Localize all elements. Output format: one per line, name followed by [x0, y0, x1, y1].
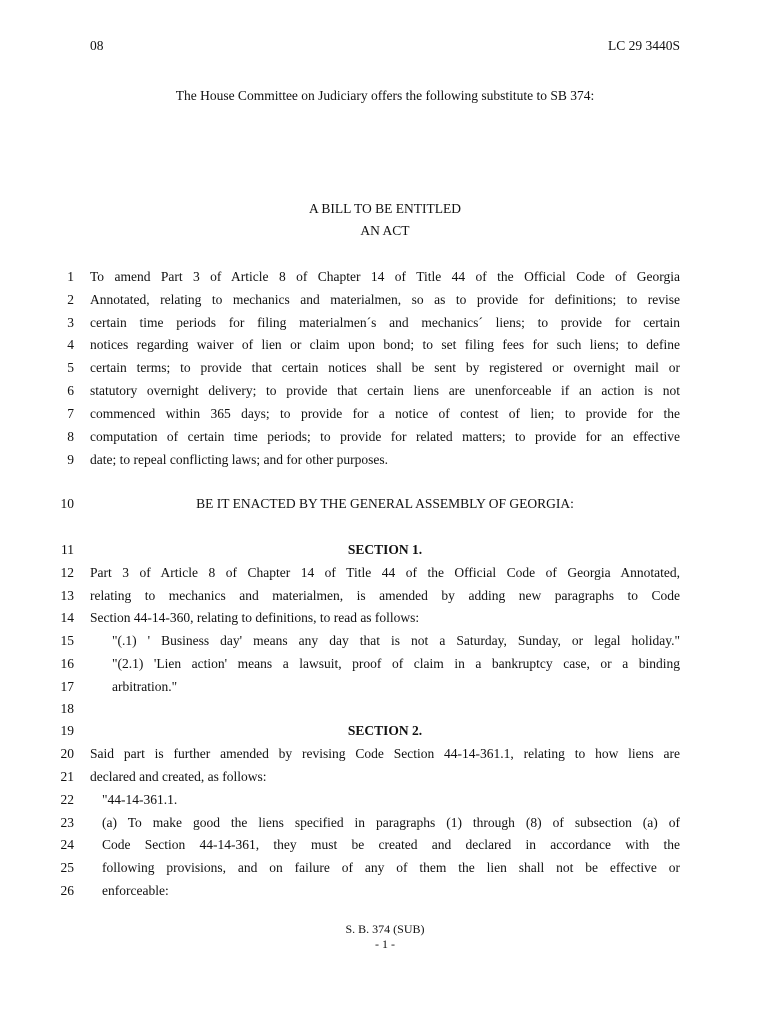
line-number: 15 [60, 633, 74, 648]
bill-line [0, 496, 770, 516]
line-number: 23 [60, 815, 74, 830]
line-number: 21 [60, 769, 74, 784]
line-text: SECTION 1. [347, 542, 423, 557]
line-number: 12 [60, 565, 74, 580]
line-number: 13 [60, 588, 74, 603]
bill-line [0, 746, 770, 766]
bill-line [0, 723, 770, 743]
line-number: 18 [60, 701, 74, 716]
line-text: relating to mechanics and materialmen, is amended by adding new paragraphs to Code [90, 588, 680, 603]
line-text: To amend Part 3 of Article 8 of Chapter 14 of Title 44 of the Official Code of Georgia [90, 269, 680, 284]
bill-line [0, 679, 770, 699]
line-number: 24 [60, 837, 74, 852]
line-number: 11 [61, 542, 74, 557]
bill-line [0, 360, 770, 380]
bill-line [0, 383, 770, 403]
line-number: 10 [60, 496, 74, 511]
line-text: certain terms; to provide that certain notices shall be sent by registered or overnight mail or [90, 360, 680, 375]
line-number: 26 [60, 883, 74, 898]
bill-line [0, 406, 770, 426]
bill-line [0, 610, 770, 630]
line-number: 6 [67, 383, 74, 398]
line-text: Section 44-14-360, relating to definitions, to read as follows: [90, 610, 420, 625]
line-text: (a) To make good the liens specified in paragraphs (1) through (8) of subsection (a) of [102, 815, 680, 830]
footer-page-number: - 1 - [375, 937, 395, 951]
line-text: "(.1) ' Business day' means any day that is not a Saturday, Sunday, or legal holiday." [112, 633, 680, 648]
header-left-code: 08 [90, 38, 104, 53]
line-number: 8 [67, 429, 74, 444]
bill-line [0, 792, 770, 812]
line-text: Annotated, relating to mechanics and materialmen, so as to provide for definitions; to revise [90, 292, 680, 307]
header-right-code: LC 29 3440S [607, 38, 680, 53]
line-text: "44-14-361.1. [102, 792, 178, 807]
line-text: declared and created, as follows: [90, 769, 267, 784]
act-title: AN ACT [360, 223, 410, 238]
line-number: 17 [60, 679, 74, 694]
line-number: 2 [67, 292, 74, 307]
bill-title: A BILL TO BE ENTITLED [309, 201, 461, 216]
line-number: 22 [60, 792, 74, 807]
line-text: Part 3 of Article 8 of Chapter 14 of Title 44 of the Official Code of Georgia Annotated, [90, 565, 680, 580]
line-text: statutory overnight delivery; to provide that certain liens are unenforceable if an action is not [90, 383, 680, 398]
line-number: 1 [67, 269, 74, 284]
line-number: 5 [67, 360, 74, 375]
footer-doc-id: S. B. 374 (SUB) [345, 922, 425, 936]
line-text: arbitration." [112, 679, 178, 694]
bill-line [0, 815, 770, 835]
line-text: certain time periods for filing materialmen´s and mechanics´ liens; to provide for certain [90, 315, 680, 330]
bill-line [0, 542, 770, 562]
bill-line [0, 315, 770, 335]
line-number: 7 [67, 406, 74, 421]
line-number: 19 [60, 723, 74, 738]
bill-line [0, 429, 770, 449]
line-number: 16 [60, 656, 74, 671]
bill-line [0, 837, 770, 857]
bill-line [0, 860, 770, 880]
line-text: date; to repeal conflicting laws; and for other purposes. [90, 452, 389, 467]
line-text: Code Section 44-14-361, they must be created and declared in accordance with the [102, 837, 680, 852]
bill-line [0, 656, 770, 676]
line-text: computation of certain time periods; to provide for related matters; to provide for an effective [90, 429, 680, 444]
line-number: 25 [60, 860, 74, 875]
bill-line [0, 701, 770, 721]
line-number: 14 [60, 610, 74, 625]
line-number: 20 [60, 746, 74, 761]
bill-line [0, 565, 770, 585]
bill-line [0, 769, 770, 789]
line-text: Said part is further amended by revising Code Section 44-14-361.1, relating to how liens are [90, 746, 680, 761]
bill-line [0, 269, 770, 289]
line-number: 4 [67, 337, 74, 352]
line-text: SECTION 2. [347, 723, 423, 738]
line-text: commenced within 365 days; to provide for a notice of contest of lien; to provide for the [90, 406, 680, 421]
line-number: 9 [67, 452, 74, 467]
line-text: following provisions, and on failure of any of them the lien shall not be effective or [102, 860, 680, 875]
bill-line [0, 883, 770, 903]
bill-line [0, 452, 770, 472]
bill-line [0, 588, 770, 608]
line-text: enforceable: [102, 883, 169, 898]
substitute-intro: The House Committee on Judiciary offers the following substitute to SB 374: [175, 88, 595, 103]
bill-line [0, 633, 770, 653]
line-text: notices regarding waiver of lien or claim upon bond; to set filing fees for such liens; to define [90, 337, 680, 352]
bill-line [0, 292, 770, 312]
line-text: BE IT ENACTED BY THE GENERAL ASSEMBLY OF GEORGIA: [196, 496, 574, 511]
bill-line [0, 337, 770, 357]
line-text: "(2.1) 'Lien action' means a lawsuit, proof of claim in a bankruptcy case, or a binding [112, 656, 680, 671]
line-number: 3 [67, 315, 74, 330]
